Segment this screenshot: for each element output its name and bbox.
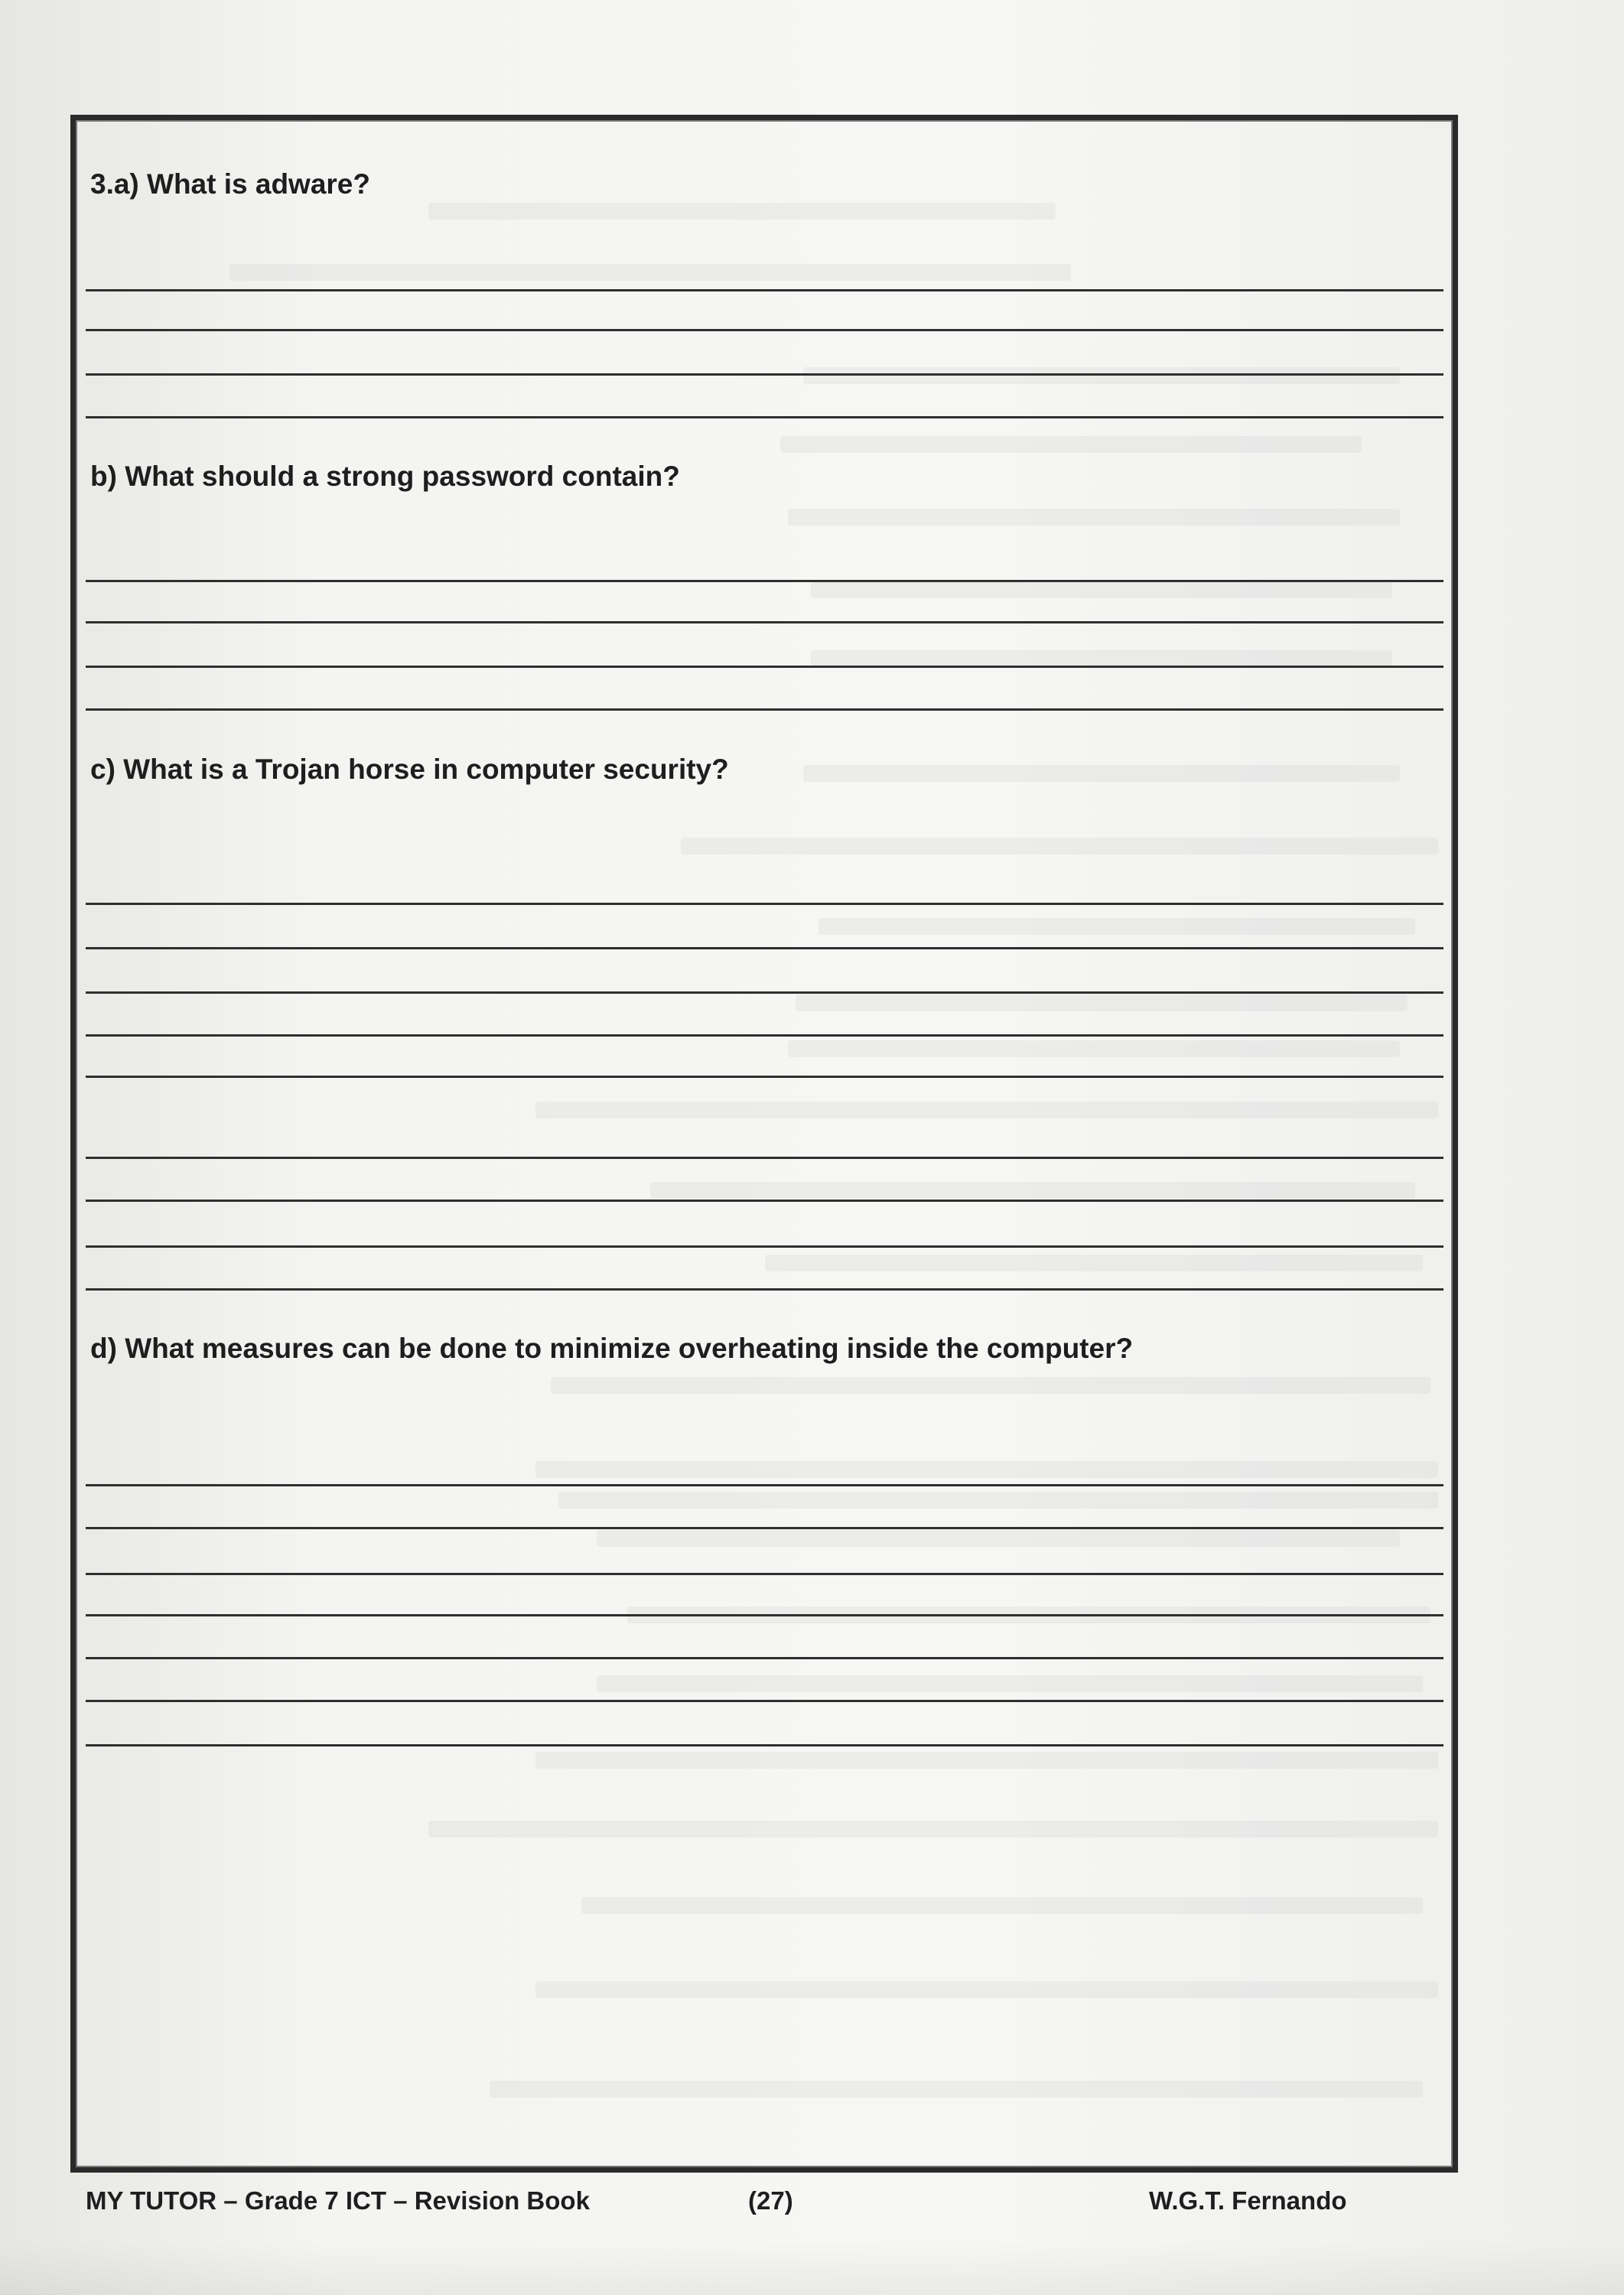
answer-line[interactable] bbox=[86, 416, 1443, 418]
answer-line[interactable] bbox=[86, 1076, 1443, 1078]
answer-line[interactable] bbox=[86, 1573, 1443, 1575]
footer-book-title: MY TUTOR – Grade 7 ICT – Revision Book bbox=[86, 2186, 590, 2215]
answer-line[interactable] bbox=[86, 1288, 1443, 1291]
answer-line[interactable] bbox=[86, 947, 1443, 949]
answer-line[interactable] bbox=[86, 1614, 1443, 1616]
page-shadow bbox=[0, 2241, 1624, 2295]
question-3d: d) What measures can be done to minimize overheating inside the computer? bbox=[90, 1333, 1134, 1364]
answer-line[interactable] bbox=[86, 1700, 1443, 1702]
footer-author: W.G.T. Fernando bbox=[1149, 2186, 1347, 2215]
answer-line[interactable] bbox=[86, 666, 1443, 668]
answer-line[interactable] bbox=[86, 1527, 1443, 1529]
answer-line[interactable] bbox=[86, 621, 1443, 623]
worksheet-frame bbox=[70, 115, 1458, 2173]
answer-line[interactable] bbox=[86, 580, 1443, 582]
answer-line[interactable] bbox=[86, 1200, 1443, 1202]
answer-line[interactable] bbox=[86, 903, 1443, 905]
answer-line[interactable] bbox=[86, 1245, 1443, 1248]
answer-line[interactable] bbox=[86, 329, 1443, 331]
answer-line[interactable] bbox=[86, 289, 1443, 291]
question-3a: 3.a) What is adware? bbox=[90, 168, 370, 200]
footer-page-number: (27) bbox=[748, 2186, 793, 2215]
question-3c: c) What is a Trojan horse in computer security? bbox=[90, 754, 729, 785]
answer-line[interactable] bbox=[86, 1034, 1443, 1037]
question-3b: b) What should a strong password contain? bbox=[90, 461, 680, 492]
answer-line[interactable] bbox=[86, 373, 1443, 376]
answer-line[interactable] bbox=[86, 1744, 1443, 1746]
answer-line[interactable] bbox=[86, 991, 1443, 994]
answer-line[interactable] bbox=[86, 1657, 1443, 1659]
answer-line[interactable] bbox=[86, 708, 1443, 711]
answer-line[interactable] bbox=[86, 1484, 1443, 1486]
answer-line[interactable] bbox=[86, 1157, 1443, 1159]
